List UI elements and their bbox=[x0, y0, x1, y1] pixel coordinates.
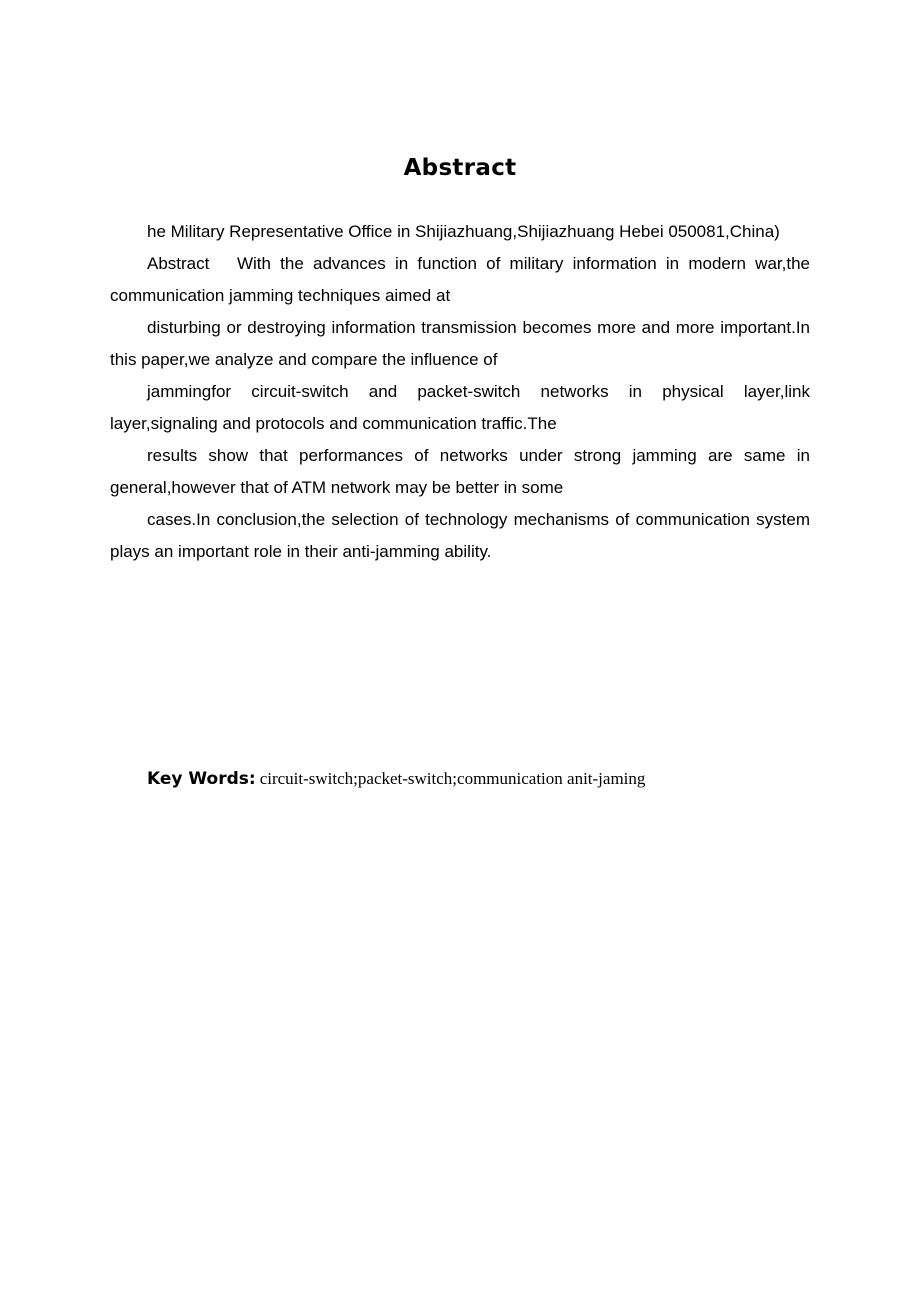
keywords-label: Key Words: bbox=[147, 769, 256, 789]
abstract-heading: Abstract bbox=[403, 155, 517, 181]
abstract-paragraph: he Military Representative Office in Shijiazhuang,Shijiazhuang Hebei 050081,China) bbox=[147, 222, 780, 241]
keywords-text: circuit-switch;packet-switch;communication anit-jaming bbox=[259, 769, 646, 788]
abstract-body bbox=[110, 216, 810, 568]
abstract-paragraph: cases.In conclusion,the selection of technology mechanisms of communication system plays an important role in their anti-jamming ability. bbox=[110, 510, 810, 561]
abstract-paragraph: jammingfor circuit-switch and packet-switch networks in physical layer,link layer,signaling and protocols and communication traffic.The bbox=[110, 382, 810, 433]
abstract-paragraph: Abstract With the advances in function of military information in modern war,the communication jamming techniques aimed at bbox=[110, 254, 810, 305]
abstract-paragraph: disturbing or destroying information transmission becomes more and more important.In this paper,we analyze and compare the influence of bbox=[110, 318, 810, 369]
abstract-paragraph: results show that performances of networks under strong jamming are same in general,however that of ATM network may be better in some bbox=[110, 446, 810, 497]
keywords-line bbox=[147, 763, 827, 796]
